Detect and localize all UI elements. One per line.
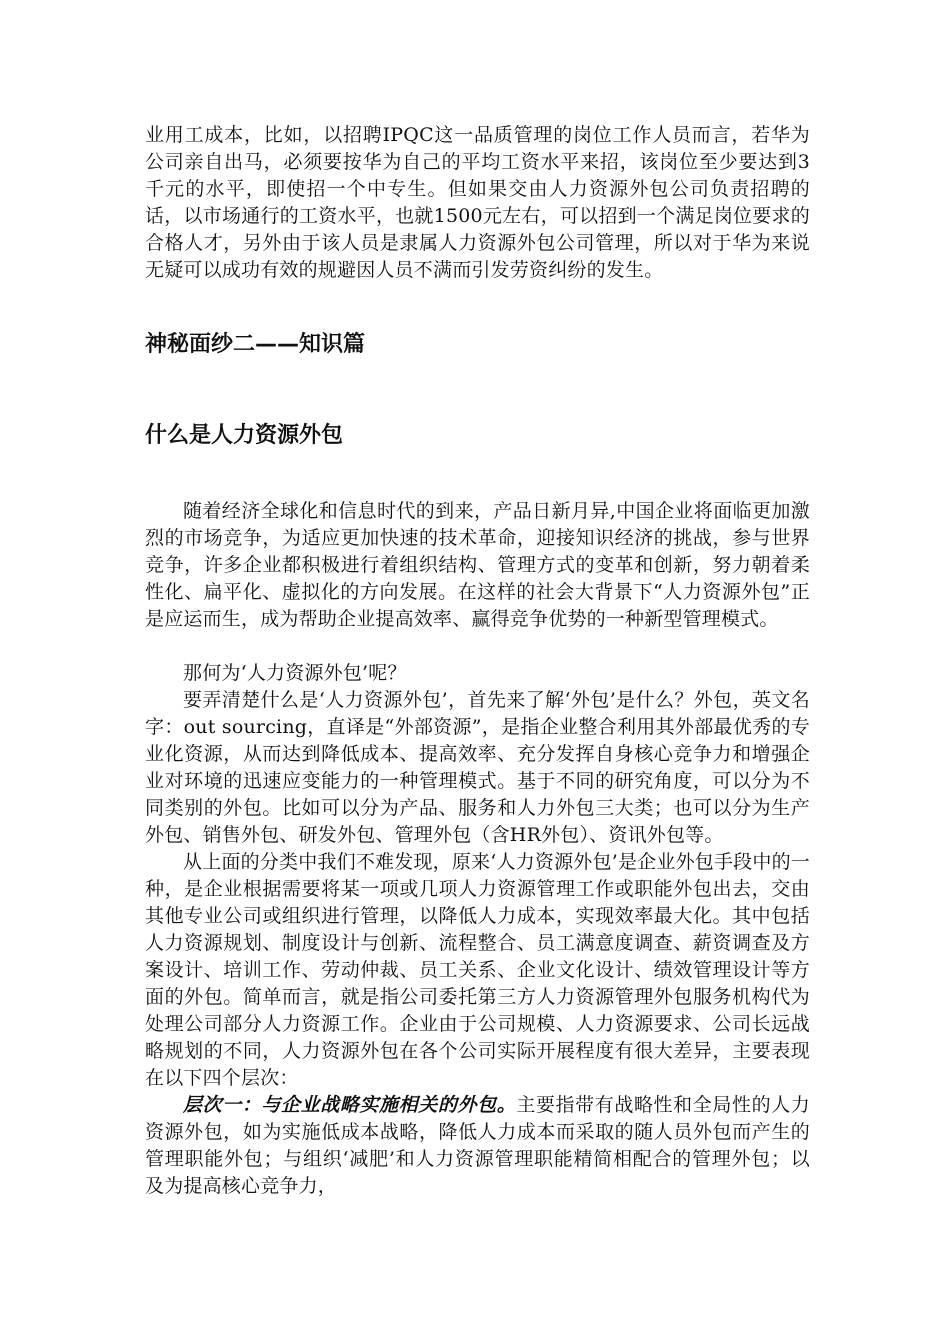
paragraph-level-one xyxy=(145,1092,810,1200)
sub-heading: 什么是人力资源外包 xyxy=(145,423,344,448)
paragraph-hr-outsourcing: 从上面的分类中我们不难发现，原来‘人力资源外包’是企业外包手段中的一种，是企业根据需要将某一项或几项人力资源管理工作或职能外包出去，交由其他专业公司或组织进行管理，以降低人力成本，实现效率最大化。其中包括人力资源规划、制度设计与创新、流程整合、员工满意度调查、薪资调查及方案设计、培训工作、劳动仲裁、员工关系、企业文化设计、绩效管理设计等方面的外包。简单而言，就是指公司委托第三方人力资源管理外包服务机构代为处理公司部分人力资源工作。企业由于公司规模、人力资源要求、公司长远战略规划的不同，人力资源外包在各个公司实际开展程度有很大差异，主要表现在以下四个层次： xyxy=(145,851,810,1089)
paragraph-question: 那何为‘人力资源外包’呢？ xyxy=(183,662,407,684)
paragraph-outsourcing-definition: 要弄清楚什么是‘人力资源外包’，首先来了解‘外包’是什么？外包，英文名字：out sourcing，直译是“外部资源”，是指企业整合利用其外部最优秀的专业化资源，从而达到降低成本、提高效率、充分发挥自身核心竞争力和增强企业对环境的迅速应变能力的一种管理模式。基于不同的研究角度，可以分为不同类别的外包。比如可以分为产品、服务和人力外包三大类；也可以分为生产外包、销售外包、研发外包、管理外包（含HR外包）、资讯外包等。 xyxy=(145,689,810,846)
paragraph-top: 业用工成本，比如，以招聘IPQC这一品质管理的岗位工作人员而言，若华为公司亲自出马，必须要按华为自己的平均工资水平来招，该岗位至少要达到3千元的水平，即使招一个中专生。但如果交由人力资源外包公司负责招聘的话，以市场通行的工资水平，也就1500元左右，可以招到一个满足岗位要求的合格人才，另外由于该人员是隶属人力资源外包公司管理，所以对于华为来说无疑可以成功有效的规避因人员不满而引发劳资纠纷的发生。 xyxy=(145,124,810,281)
level-one-body: 主要指带有战略性和全局性的人力资源外包，如为实施低成本战略，降低人力成本而采取的随人员外包而产生的管理职能外包；与组织‘减肥’和人力资源管理职能精简相配合的管理外包；以及为提高核心竞争力， xyxy=(145,1094,810,1197)
level-one-title: 层次一：与企业战略实施相关的外包。 xyxy=(183,1094,517,1116)
section-heading: 神秘面纱二——知识篇 xyxy=(145,332,366,357)
paragraph-intro: 随着经济全球化和信息时代的到来，产品日新月异,中国企业将面临更加激烈的市场竞争，为适应更加快速的技术革命，迎接知识经济的挑战，参与世界竞争，许多企业都积极进行着组织结构、管理方式的变革和创新，努力朝着柔性化、扁平化、虚拟化的方向发展。在这样的社会大背景下“人力资源外包”正是应运而生，成为帮助企业提高效率、赢得竞争优势的一种新型管理模式。 xyxy=(145,500,810,630)
